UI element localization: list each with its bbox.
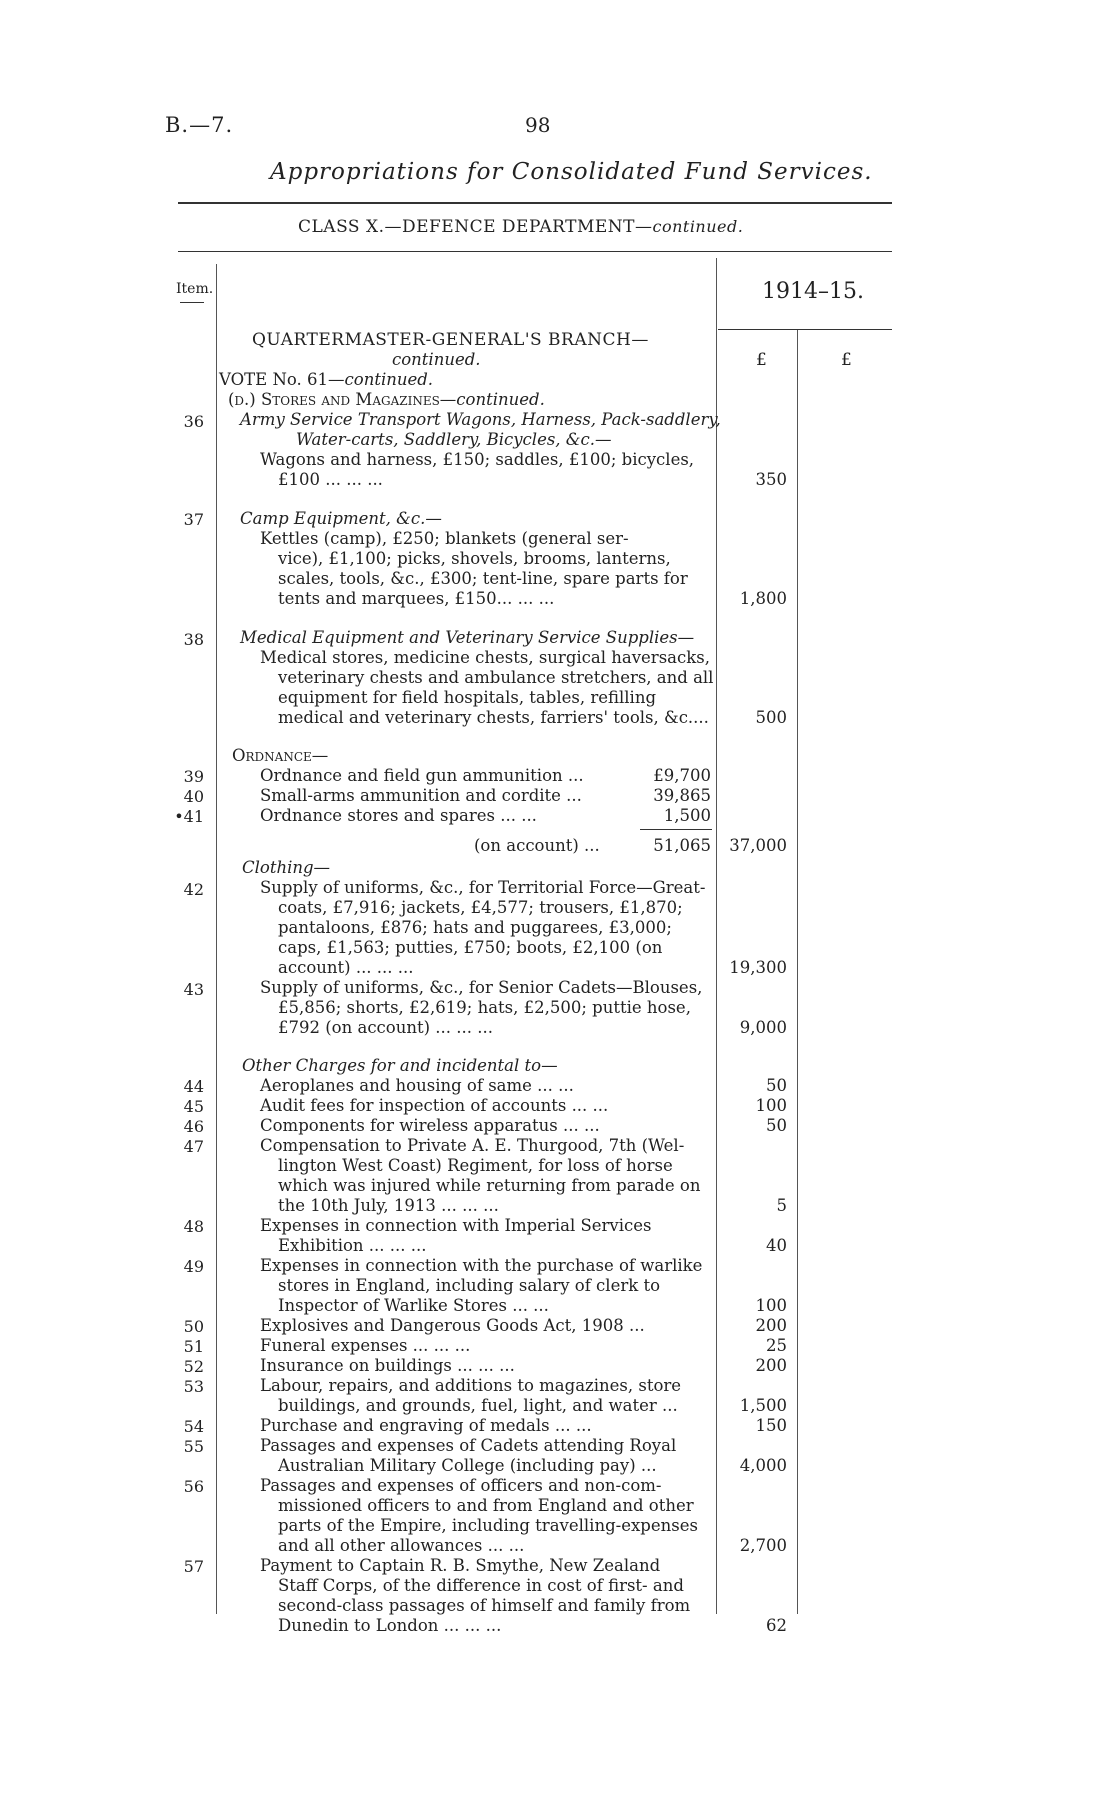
item-subtotal: 39,865 [653, 786, 711, 805]
stores-cont: continued. [456, 390, 545, 409]
item-text: which was injured while returning from parade on [278, 1176, 701, 1195]
item-number: 49 [183, 1257, 204, 1276]
item-text: scales, tools, &c., £300; tent-line, spare parts for [278, 569, 688, 588]
item-number: 39 [183, 767, 204, 786]
class-heading [298, 217, 743, 237]
item-text: Ordnance and field gun ammunition ... [260, 766, 584, 785]
item-number: 45 [183, 1097, 204, 1116]
item-number: 55 [183, 1437, 204, 1456]
item-text: and all other allowances ... ... [278, 1536, 525, 1555]
item-text: buildings, and grounds, fuel, light, and water ... [278, 1396, 678, 1415]
item-text: Dunedin to London ... ... ... [278, 1616, 502, 1635]
item-amount: 40 [766, 1236, 787, 1255]
item-amount: 25 [766, 1336, 787, 1355]
item-text: lington West Coast) Regiment, for loss of horse [278, 1156, 673, 1175]
item-amount: 100 [755, 1296, 787, 1315]
item-amount: 37,000 [729, 836, 787, 855]
stores-text: (d.) Stores and Magazines— [228, 390, 457, 409]
item-number: 46 [183, 1117, 204, 1136]
item-text: Medical stores, medicine chests, surgical haversacks, [260, 648, 710, 667]
item-text: Ordnance stores and spares ... ... [260, 806, 537, 825]
item-number: 48 [183, 1217, 204, 1236]
document-ref: B.—7. [165, 113, 234, 137]
item-amount: 150 [755, 1416, 787, 1435]
item-text: account) ... ... ... [278, 958, 414, 977]
item-text: £5,856; shorts, £2,619; hats, £2,500; puttie hose, [278, 998, 691, 1017]
page-number: 98 [525, 113, 551, 137]
item-number: 53 [183, 1377, 204, 1396]
item-amount: 500 [755, 708, 787, 727]
item-text: Insurance on buildings ... ... ... [260, 1356, 515, 1375]
item-text: coats, £7,916; jackets, £4,577; trousers, £1,870; [278, 898, 683, 917]
item-column-header: Item. [176, 281, 214, 297]
item-subtotal: £9,700 [653, 766, 711, 785]
item-amount: 50 [766, 1076, 787, 1095]
item-text: equipment for field hospitals, tables, refilling [278, 688, 657, 707]
item-text: Purchase and engraving of medals ... ... [260, 1416, 592, 1435]
year-header: 1914–15. [762, 279, 864, 304]
item-text: Funeral expenses ... ... ... [260, 1336, 471, 1355]
item-number: 44 [183, 1077, 204, 1096]
item-amount: 4,000 [739, 1456, 787, 1475]
item-text: Aeroplanes and housing of same ... ... [260, 1076, 574, 1095]
item-text: medical and veterinary chests, farriers' tools, &c.... [278, 708, 709, 727]
item-text: Exhibition ... ... ... [278, 1236, 427, 1255]
item-text: Australian Military College (including pay) ... [278, 1456, 657, 1475]
item-text: vice), £1,100; picks, shovels, brooms, lanterns, [278, 549, 671, 568]
item-text: Kettles (camp), £250; blankets (general ser- [260, 529, 629, 548]
item-number: 47 [183, 1137, 204, 1156]
item-text: Camp Equipment, &c.— [240, 509, 442, 528]
item-text: Explosives and Dangerous Goods Act, 1908 ... [260, 1316, 645, 1335]
item-text: veterinary chests and ambulance stretchers, and all [278, 668, 714, 687]
description-column-divider [716, 258, 717, 1614]
item-text: Audit fees for inspection of accounts ... ... [260, 1096, 609, 1115]
item-text: parts of the Empire, including travelling-expenses [278, 1516, 698, 1535]
item-number: 37 [183, 510, 204, 529]
item-text: second-class passages of himself and family from [278, 1596, 691, 1615]
item-header-rule [180, 302, 204, 303]
item-text: pantaloons, £876; hats and puggarees, £3,000; [278, 918, 672, 937]
year-rule [718, 329, 892, 330]
branch-heading: QUARTERMASTER-GENERAL'S BRANCH— [252, 330, 649, 350]
item-amount: 62 [766, 1616, 787, 1635]
class-rule [178, 251, 892, 252]
item-text: the 10th July, 1913 ... ... ... [278, 1196, 499, 1215]
class-heading-cont: continued. [652, 217, 744, 236]
item-number: 36 [183, 412, 204, 431]
subtotal-rule [640, 829, 712, 830]
item-amount: 2,700 [739, 1536, 787, 1555]
item-text: Components for wireless apparatus ... ... [260, 1116, 600, 1135]
item-text: £792 (on account) ... ... ... [278, 1018, 493, 1037]
item-text: Army Service Transport Wagons, Harness, Pack-saddlery, [240, 410, 721, 429]
item-number: 57 [183, 1557, 204, 1576]
ordnance-total: 51,065 [653, 836, 711, 855]
item-text: stores in England, including salary of clerk to [278, 1276, 661, 1295]
item-text: Passages and expenses of Cadets attending Royal [260, 1436, 677, 1455]
ordnance-heading: Ordnance— [232, 746, 329, 765]
item-text: Expenses in connection with Imperial Services [260, 1216, 652, 1235]
item-column-divider [216, 264, 217, 1614]
item-text: Inspector of Warlike Stores ... ... [278, 1296, 549, 1315]
vote-cont: continued. [344, 370, 434, 389]
item-number: 42 [183, 880, 204, 899]
item-text: Passages and expenses of officers and non-com- [260, 1476, 662, 1495]
pound-sign-col2: £ [841, 350, 852, 370]
item-number: 51 [183, 1337, 204, 1356]
item-text: Small-arms ammunition and cordite ... [260, 786, 582, 805]
clothing-heading: Clothing— [242, 858, 331, 877]
item-amount: 9,000 [739, 1018, 787, 1037]
item-number: 38 [183, 630, 204, 649]
amount-column-divider [797, 330, 798, 1614]
item-text: tents and marquees, £150... ... ... [278, 589, 555, 608]
item-number: 52 [183, 1357, 204, 1376]
item-amount: 350 [755, 470, 787, 489]
page-title: Appropriations for Consolidated Fund Services. [270, 159, 873, 185]
item-text: £100 ... ... ... [278, 470, 383, 489]
item-text: Supply of uniforms, &c., for Territorial Force—Great- [260, 878, 706, 897]
item-number: 56 [183, 1477, 204, 1496]
item-text: Payment to Captain R. B. Smythe, New Zealand [260, 1556, 661, 1575]
branch-heading-cont: continued. [392, 350, 481, 369]
item-number: •41 [174, 807, 204, 826]
vote-heading [219, 370, 433, 390]
pound-sign-col1: £ [756, 350, 767, 370]
item-amount: 50 [766, 1116, 787, 1135]
item-text: Medical Equipment and Veterinary Service Supplies— [240, 628, 695, 647]
title-rule [178, 202, 892, 204]
item-text: Labour, repairs, and additions to magazines, store [260, 1376, 682, 1395]
item-text: Expenses in connection with the purchase of warlike [260, 1256, 703, 1275]
item-amount: 200 [755, 1356, 787, 1375]
item-text: Water-carts, Saddlery, Bicycles, &c.— [296, 430, 612, 449]
stores-heading [228, 390, 545, 410]
item-amount: 100 [755, 1096, 787, 1115]
item-amount: 200 [755, 1316, 787, 1335]
item-amount: 19,300 [729, 958, 787, 977]
item-amount: 1,800 [739, 589, 787, 608]
item-amount: 5 [776, 1196, 787, 1215]
item-number: 54 [183, 1417, 204, 1436]
on-account-label: (on account) ... [474, 836, 600, 855]
other-charges-heading: Other Charges for and incidental to— [242, 1056, 558, 1075]
item-amount: 1,500 [739, 1396, 787, 1415]
item-number: 50 [183, 1317, 204, 1336]
item-number: 43 [183, 980, 204, 999]
vote-text: VOTE No. 61— [219, 370, 345, 389]
item-text: Compensation to Private A. E. Thurgood, 7th (Wel- [260, 1136, 685, 1155]
item-text: Wagons and harness, £150; saddles, £100; bicycles, [260, 450, 695, 469]
item-text: missioned officers to and from England and other [278, 1496, 694, 1515]
class-heading-text: CLASS X.—DEFENCE DEPARTMENT— [298, 217, 653, 237]
item-text: Supply of uniforms, &c., for Senior Cadets—Blouses, [260, 978, 703, 997]
item-number: 40 [183, 787, 204, 806]
item-text: Staff Corps, of the difference in cost of first- and [278, 1576, 684, 1595]
item-text: caps, £1,563; putties, £750; boots, £2,100 (on [278, 938, 663, 957]
item-subtotal: 1,500 [663, 806, 711, 825]
